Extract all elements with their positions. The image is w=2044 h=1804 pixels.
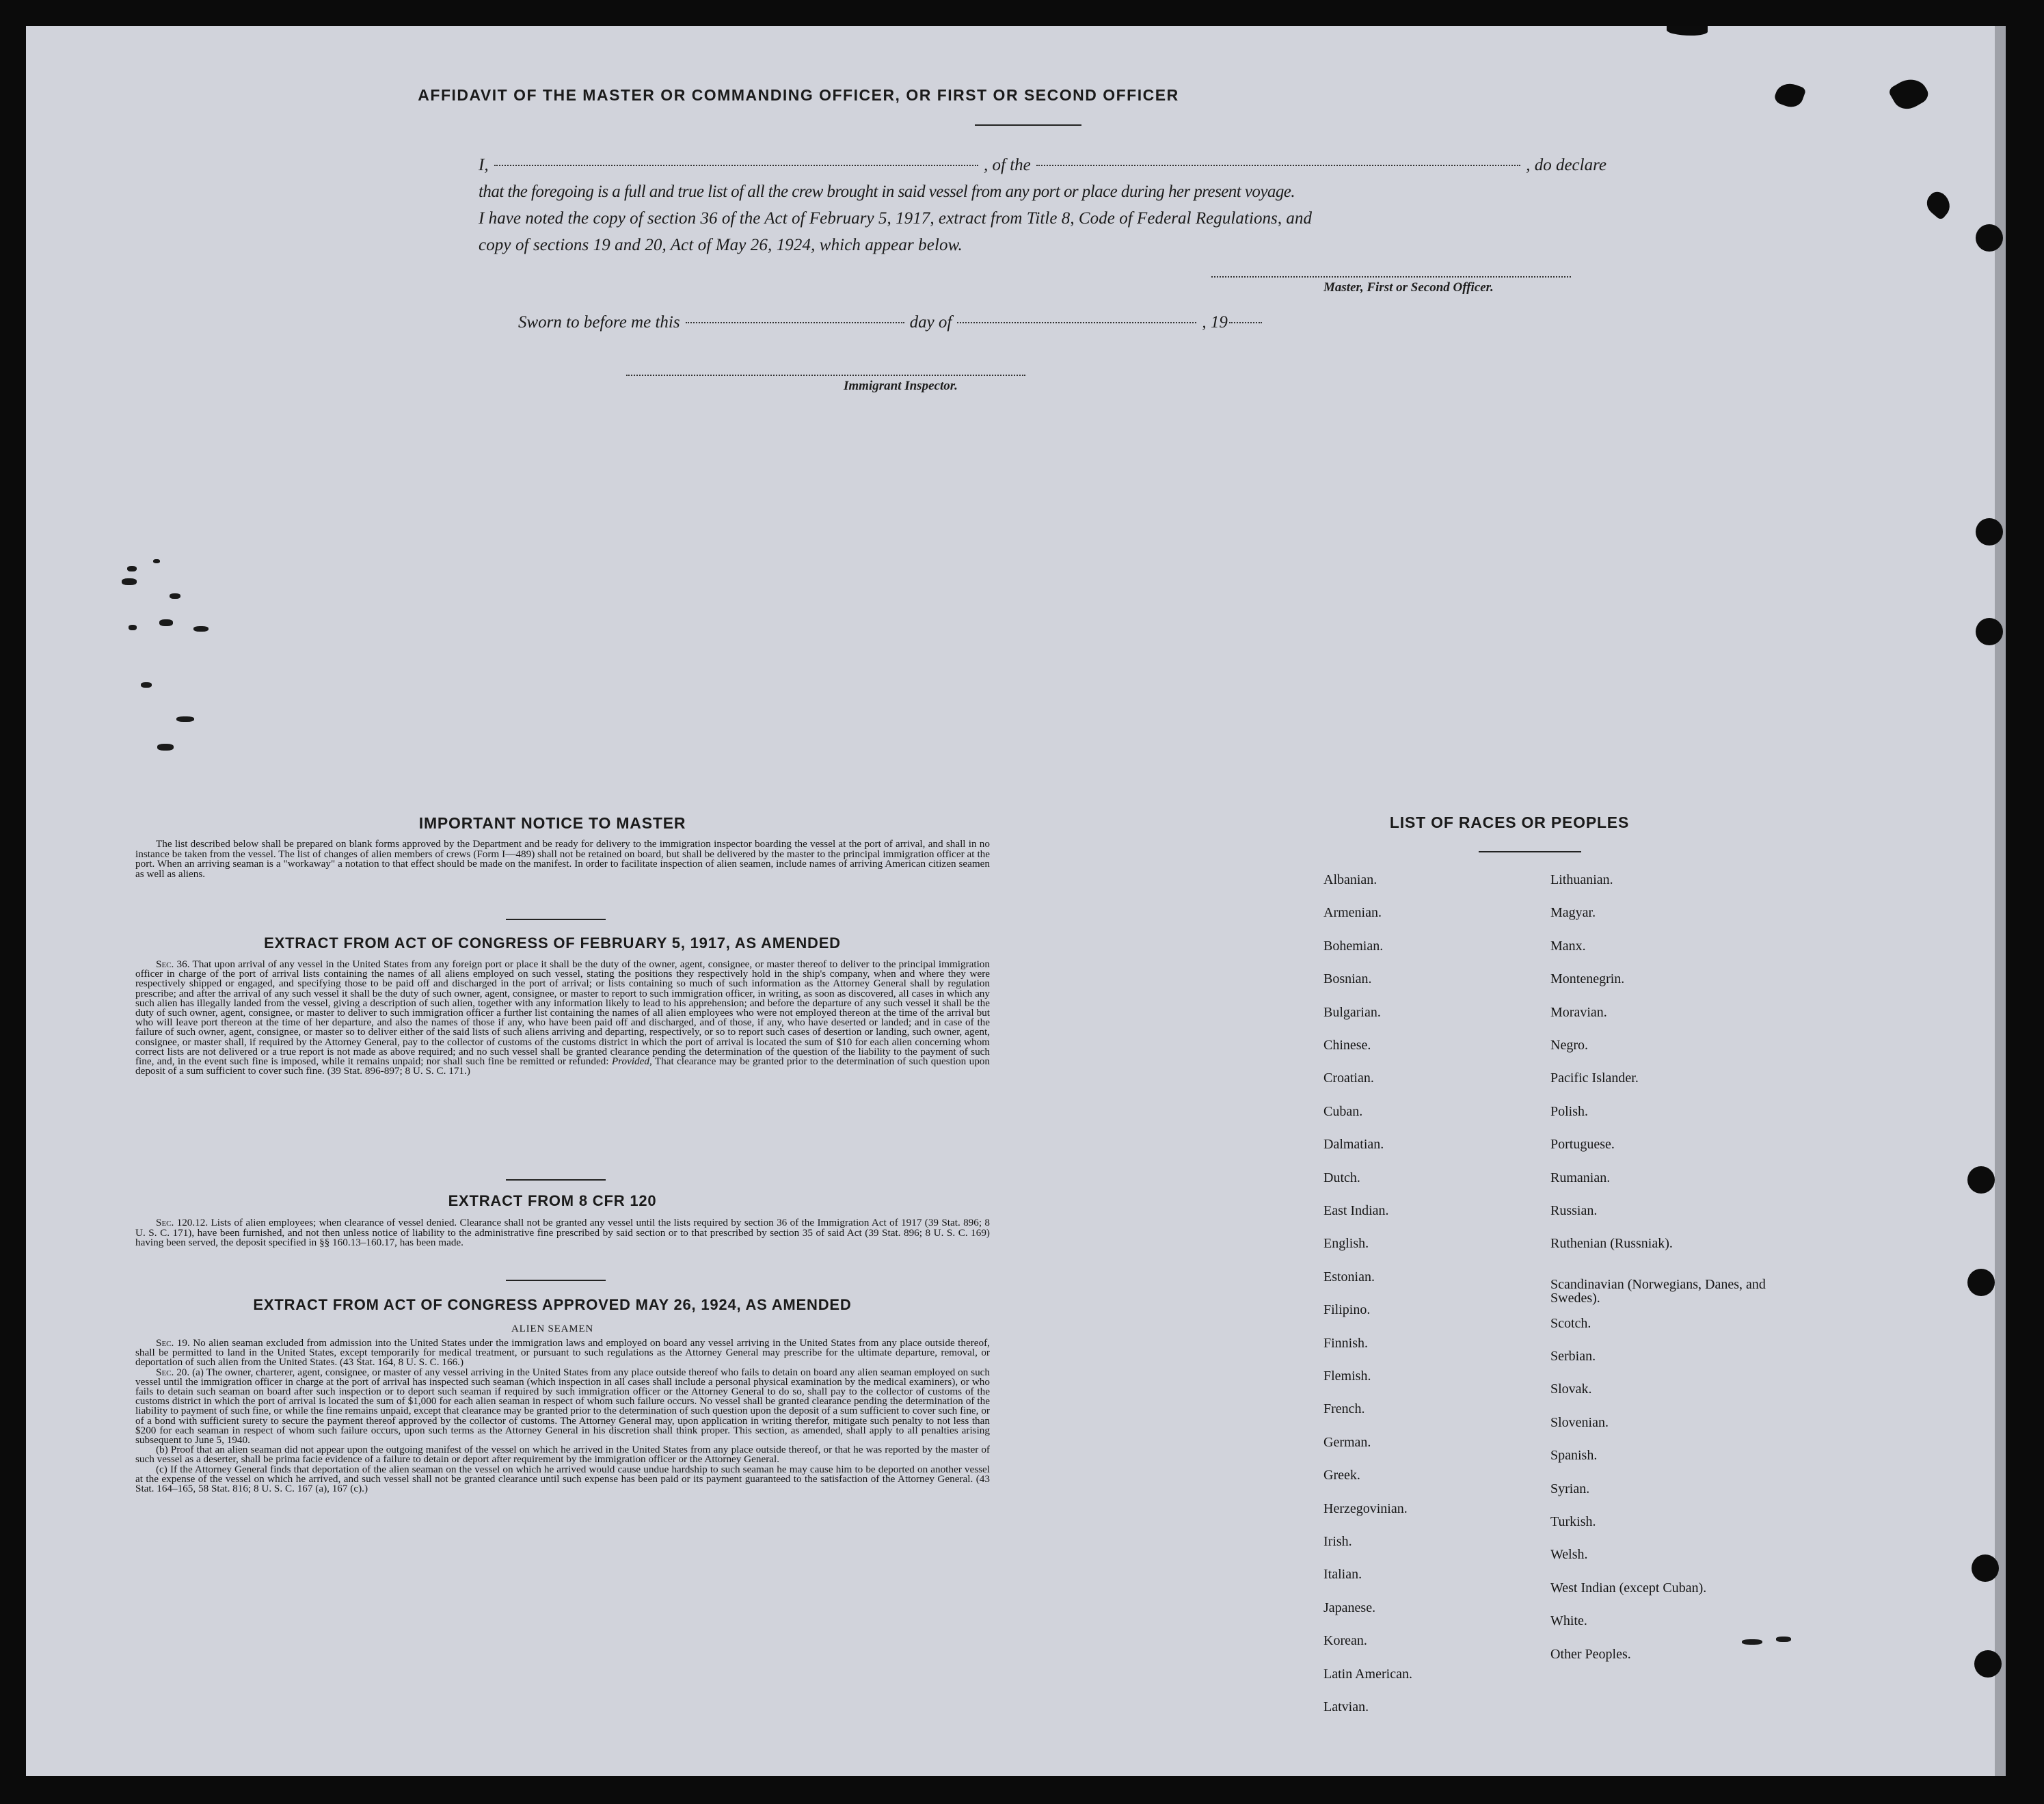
race-item: Serbian. — [1550, 1349, 1596, 1364]
race-item: Welsh. — [1550, 1547, 1588, 1562]
divider — [506, 1280, 606, 1281]
torn-edge-mark — [1667, 26, 1708, 36]
section-label: Sec. 120.12. — [156, 1217, 209, 1228]
race-item: Korean. — [1323, 1633, 1367, 1648]
punch-hole — [1976, 224, 2003, 252]
page-edge-shadow — [1995, 26, 2006, 1776]
section-label: Sec. 20. — [156, 1366, 190, 1378]
race-item: Cuban. — [1323, 1104, 1363, 1119]
race-item: Italian. — [1323, 1567, 1362, 1582]
divider — [975, 124, 1081, 126]
declaration-line-4: copy of sections 19 and 20, Act of May 26, 1924, which appear below. — [479, 236, 963, 254]
race-item: Filipino. — [1323, 1302, 1371, 1317]
declaration-do-declare: , do declare — [1526, 156, 1606, 174]
section-label: Sec. 36. — [156, 958, 190, 970]
extract-1917-title: EXTRACT FROM ACT OF CONGRESS OF FEBRUARY 5, 1917, AS AMENDED — [264, 934, 841, 952]
race-item: Pacific Islander. — [1550, 1071, 1639, 1086]
race-item: Rumanian. — [1550, 1170, 1611, 1185]
ink-smudge — [193, 626, 209, 632]
declaration-i: I, — [479, 156, 489, 174]
extract-1924-title: EXTRACT FROM ACT OF CONGRESS APPROVED MAY 26, 1924, AS AMENDED — [253, 1296, 852, 1313]
section-label: Sec. 19. — [156, 1337, 190, 1349]
notice-paragraph: The list described below shall be prepared on blank forms approved by the Department and be ready for delivery to the immigration inspector boarding the vessel at the port of arrival, and shall in no instance be taken from the vessel. The list of changes of alien members of crews (Form I—489) shall not be retained on board, but shall be delivered by the master to the principal immigration officer at the port. When an arriving seaman is a "workaway" a notation to that effect should be made on the manifest. In order to facilitate inspection of alien seamen, include names of arriving American citizen seamen as well as aliens. — [135, 838, 990, 880]
race-item: Finnish. — [1323, 1336, 1369, 1351]
race-item: Slovenian. — [1550, 1415, 1609, 1430]
race-item: Flemish. — [1323, 1369, 1371, 1384]
ink-smudge — [141, 682, 152, 688]
race-item: Croatian. — [1323, 1071, 1374, 1086]
race-item: Herzegovinian. — [1323, 1501, 1408, 1516]
section-19-paragraph — [135, 1338, 990, 1368]
ink-smudge — [1742, 1639, 1762, 1645]
sworn-line — [518, 313, 1359, 332]
ink-smudge — [1776, 1637, 1791, 1642]
inspector-signature-field[interactable] — [626, 375, 1025, 376]
race-item: Bohemian. — [1323, 939, 1384, 954]
ink-smudge — [122, 578, 137, 585]
torn-edge-mark — [1887, 72, 1931, 114]
declaration-text — [479, 152, 1606, 258]
sworn-day-label: day of — [909, 313, 952, 332]
race-item: Spanish. — [1550, 1448, 1598, 1463]
race-item: Dutch. — [1323, 1170, 1360, 1185]
section-text: That upon arrival of any vessel in the United States from any foreign port or place it shall be the duty of the owner, agent, consignee, or master thereof to deliver to the principal immigration officer in charge of the port of arrival lists containing the names of all aliens employed on such vessel, stating the positions they respectively hold in the ship's company, when and where they were respectively shipped or engaged, and specifying those to be paid off and discharged in the port of arrival; or lists containing so much of such information as the Attorney General shall by regulation prescribe; and after the arrival of any such vessel it shall be the duty of such owner, agent, consignee, or master to report to such immigration officer, in writing, as soon as discovered, all cases in which any such alien has illegally landed from the vessel, giving a description of such alien, together with any information likely to lead to his apprehension; and before the departure of any such vessel it shall be the duty of such owner, agent, consignee, or master to deliver to such immigration officer a further list containing the names of all alien employees who were not employed thereon at the time of the arrival but who will leave port thereon at the time of her departure, and also the names of those if any, who have been paid off and discharged, and of those, if any, who have deserted or landed; and in case of the failure of such owner, agent, consignee, or master so to deliver either of the said lists of such aliens arriving and departing, respectively, or so to report such cases of desertion or landing, such owner, agent, consignee, or master shall, if required by the Attorney General, pay to the collector of customs of the customs district in which the port of arrival is located the sum of $10 for each alien concerning whom correct lists are not delivered or a true report is not made as above required; and no such vessel shall be granted clearance pending the determination of the question of the liability to the payment of such fine, and, in the event such fine is imposed, while it remains unpaid; nor shall such fine be remitted or refunded: — [135, 958, 990, 1068]
sworn-year-field[interactable] — [1229, 322, 1262, 323]
extract-cfr-paragraph — [135, 1218, 990, 1248]
race-item: Armenian. — [1323, 905, 1382, 920]
sworn-prefix: Sworn to before me this — [518, 313, 680, 332]
inspector-caption: Immigrant Inspector. — [844, 379, 958, 393]
divider — [1479, 851, 1581, 852]
notice-title: IMPORTANT NOTICE TO MASTER — [418, 814, 686, 832]
punch-hole — [1967, 1269, 1995, 1296]
section-text: (a) The owner, charterer, agent, consignee, or master of any vessel arriving in the United States from any place outside thereof who fails to detain on board any alien seaman employed on such vessel until the immigration officer in charge at the port of arrival has inspected such seaman (which inspection in all cases shall include a personal physical examination by the medical examiners), or who fails to detain such seaman on board after such inspection or to deport such seaman if required by such immigration officer or the Attorney General to do so, shall pay to the collector of customs of the customs district in which the port of arrival is located the sum of $1,000 for each alien seaman in respect of whom such failure occurs. No vessel shall be granted clearance pending the determination of the liability to payment of such fine, or while the fine remains unpaid, except that clearance may be granted prior to the determination of such question upon the deposit of a sum sufficient to cover such fine, or of a bond with sufficient surety to secure the payment thereof approved by the collector of customs. The Attorney General may, upon application in writing therefor, mitigate such penalty to not less than $200 for each seaman in respect of whom such failure occurs, upon such terms as the Attorney General in his discretion shall think proper. This section, as amended, shall apply to all penalties arising subsequent to June 5, 1940. — [135, 1366, 991, 1446]
sworn-month-field[interactable] — [957, 322, 1196, 323]
race-item: Russian. — [1550, 1203, 1598, 1218]
master-caption: Master, First or Second Officer. — [1323, 280, 1494, 295]
ink-smudge — [127, 566, 137, 571]
race-item: Bosnian. — [1323, 971, 1372, 986]
race-item: Moravian. — [1550, 1005, 1607, 1020]
punch-hole — [1972, 1554, 1999, 1582]
race-item: Greek. — [1323, 1468, 1360, 1483]
ink-smudge — [153, 559, 160, 563]
race-item: Portuguese. — [1550, 1137, 1615, 1152]
extract-1917-paragraph — [135, 960, 990, 1076]
race-item: Montenegrin. — [1550, 971, 1625, 986]
section-text: Lists of alien employees; when clearance of vessel denied. Clearance shall not be granted any vessel until the lists required by section 36 of the Immigration Act of 1917 (39 Stat. 896; 8 U. S. C. 171), have been furnished, and not then unless notice of liability to the administrative fine prescribed by said section or to that prescribed by section 35 of said Act (39 Stat. 896; 8 U. S. C. 169) having been served, the deposit specified in §§ 160.13–160.17, has been made. — [135, 1217, 990, 1249]
section-20c-paragraph: (c) If the Attorney General finds that deportation of the alien seaman on the vessel on which he arrived would cause undue hardship to such seaman he may cause him to be deported on another vessel at the expense of the vessel on which he arrived, and such vessel shall not be granted clearance until such expense has been paid or its payment guaranteed to the satisfaction of the Attorney General. (43 Stat. 164–165, 58 Stat. 816; 8 U. S. C. 167 (a), 167 (c).) — [135, 1463, 990, 1495]
race-item: Latvian. — [1323, 1699, 1369, 1714]
race-item: Chinese. — [1323, 1038, 1371, 1053]
race-item: Turkish. — [1550, 1514, 1596, 1529]
punch-hole — [1974, 1650, 2002, 1678]
affidavit-title: AFFIDAVIT OF THE MASTER OR COMMANDING OFFICER, OR FIRST OR SECOND OFFICER — [418, 86, 1179, 104]
declaration-line-1 — [479, 152, 1606, 178]
race-item: White. — [1550, 1613, 1587, 1628]
race-item: Slovak. — [1550, 1382, 1592, 1397]
race-item: German. — [1323, 1435, 1371, 1450]
race-item: Ruthenian (Russniak). — [1550, 1236, 1673, 1251]
section-20a-paragraph — [135, 1368, 990, 1446]
torn-edge-mark — [1773, 79, 1806, 111]
divider — [506, 919, 606, 920]
race-item: Albanian. — [1323, 872, 1377, 887]
extract-1924-body — [135, 1338, 990, 1494]
punch-hole — [1967, 1166, 1995, 1194]
race-item: Estonian. — [1323, 1269, 1375, 1284]
race-item: English. — [1323, 1236, 1369, 1251]
race-item: Manx. — [1550, 939, 1586, 954]
race-item: Syrian. — [1550, 1481, 1590, 1496]
race-item: Bulgarian. — [1323, 1005, 1381, 1020]
ink-smudge — [157, 744, 174, 751]
ink-smudge — [129, 625, 137, 630]
ink-smudge — [170, 593, 180, 599]
ink-smudge — [176, 716, 194, 722]
section-text: No alien seaman excluded from admission into the United States under the immigration laws and employed on board any vessel arriving in the United States from any place outside thereof, shall be permitted to land in the United States, except temporarily for medical treatment, or pursuant to such regulations as the Attorney General may prescribe for the ultimate departure, removal, or deportation of such alien from the United States. (43 Stat. 164, 8 U. S. C. 166.) — [135, 1337, 990, 1369]
race-item: Scotch. — [1550, 1316, 1591, 1331]
race-item: Irish. — [1323, 1534, 1352, 1549]
provided-keyword: Provided, — [611, 1055, 652, 1068]
declaration-line-3: I have noted the copy of section 36 of the Act of February 5, 1917, extract from Title 8, Code of Federal Regulations, and — [479, 209, 1313, 228]
race-item: Lithuanian. — [1550, 872, 1613, 887]
extract-cfr-title: EXTRACT FROM 8 CFR 120 — [448, 1192, 657, 1209]
declarant-name-field[interactable] — [494, 165, 978, 166]
declaration-of-the: , of the — [984, 156, 1031, 174]
sworn-date-field[interactable] — [686, 322, 904, 323]
races-title: LIST OF RACES OR PEOPLES — [1389, 813, 1630, 831]
extract-1917-body — [135, 960, 990, 1076]
race-item: Magyar. — [1550, 905, 1596, 920]
ink-smudge — [159, 619, 173, 626]
race-item: Polish. — [1550, 1104, 1589, 1119]
torn-edge-mark — [1922, 188, 1955, 221]
declaration-line-2: that the foregoing is a full and true list of all the crew brought in said vessel from any port or place during her present voyage. — [479, 183, 1295, 201]
section-text-end: That clearance may be granted prior to the determination of such question upon deposit of a sum sufficient to cover such fine. (39 Stat. 896-897; 8 U. S. C. 171.) — [135, 1055, 990, 1077]
race-item: Japanese. — [1323, 1600, 1376, 1615]
vessel-name-field[interactable] — [1036, 165, 1520, 166]
form-page — [26, 26, 2006, 1776]
master-signature-field[interactable] — [1211, 276, 1571, 278]
race-item: Scandinavian (Norwegians, Danes, and Swedes). — [1550, 1277, 1766, 1306]
race-item: West Indian (except Cuban). — [1550, 1580, 1707, 1596]
section-20b-paragraph: (b) Proof that an alien seaman did not appear upon the outgoing manifest of the vessel on which he arrived in the United States from any place outside thereof, or that he was reported by the master of such vessel as a deserter, shall be prima facie evidence of a failure to detain or deport after requirement by the immigration officer or the Attorney General. — [135, 1444, 990, 1466]
punch-hole — [1976, 518, 2003, 546]
race-item: Other Peoples. — [1550, 1647, 1631, 1662]
race-item: Negro. — [1550, 1038, 1588, 1053]
divider — [506, 1179, 606, 1181]
race-item: French. — [1323, 1401, 1365, 1416]
extract-cfr-body — [135, 1218, 990, 1248]
notice-body — [135, 839, 990, 879]
sworn-year-label: , 19 — [1202, 313, 1228, 332]
race-item: Latin American. — [1323, 1667, 1412, 1682]
alien-seamen-subtitle: ALIEN SEAMEN — [511, 1323, 593, 1334]
race-item: East Indian. — [1323, 1203, 1389, 1218]
punch-hole — [1976, 618, 2003, 645]
race-item: Dalmatian. — [1323, 1137, 1384, 1152]
